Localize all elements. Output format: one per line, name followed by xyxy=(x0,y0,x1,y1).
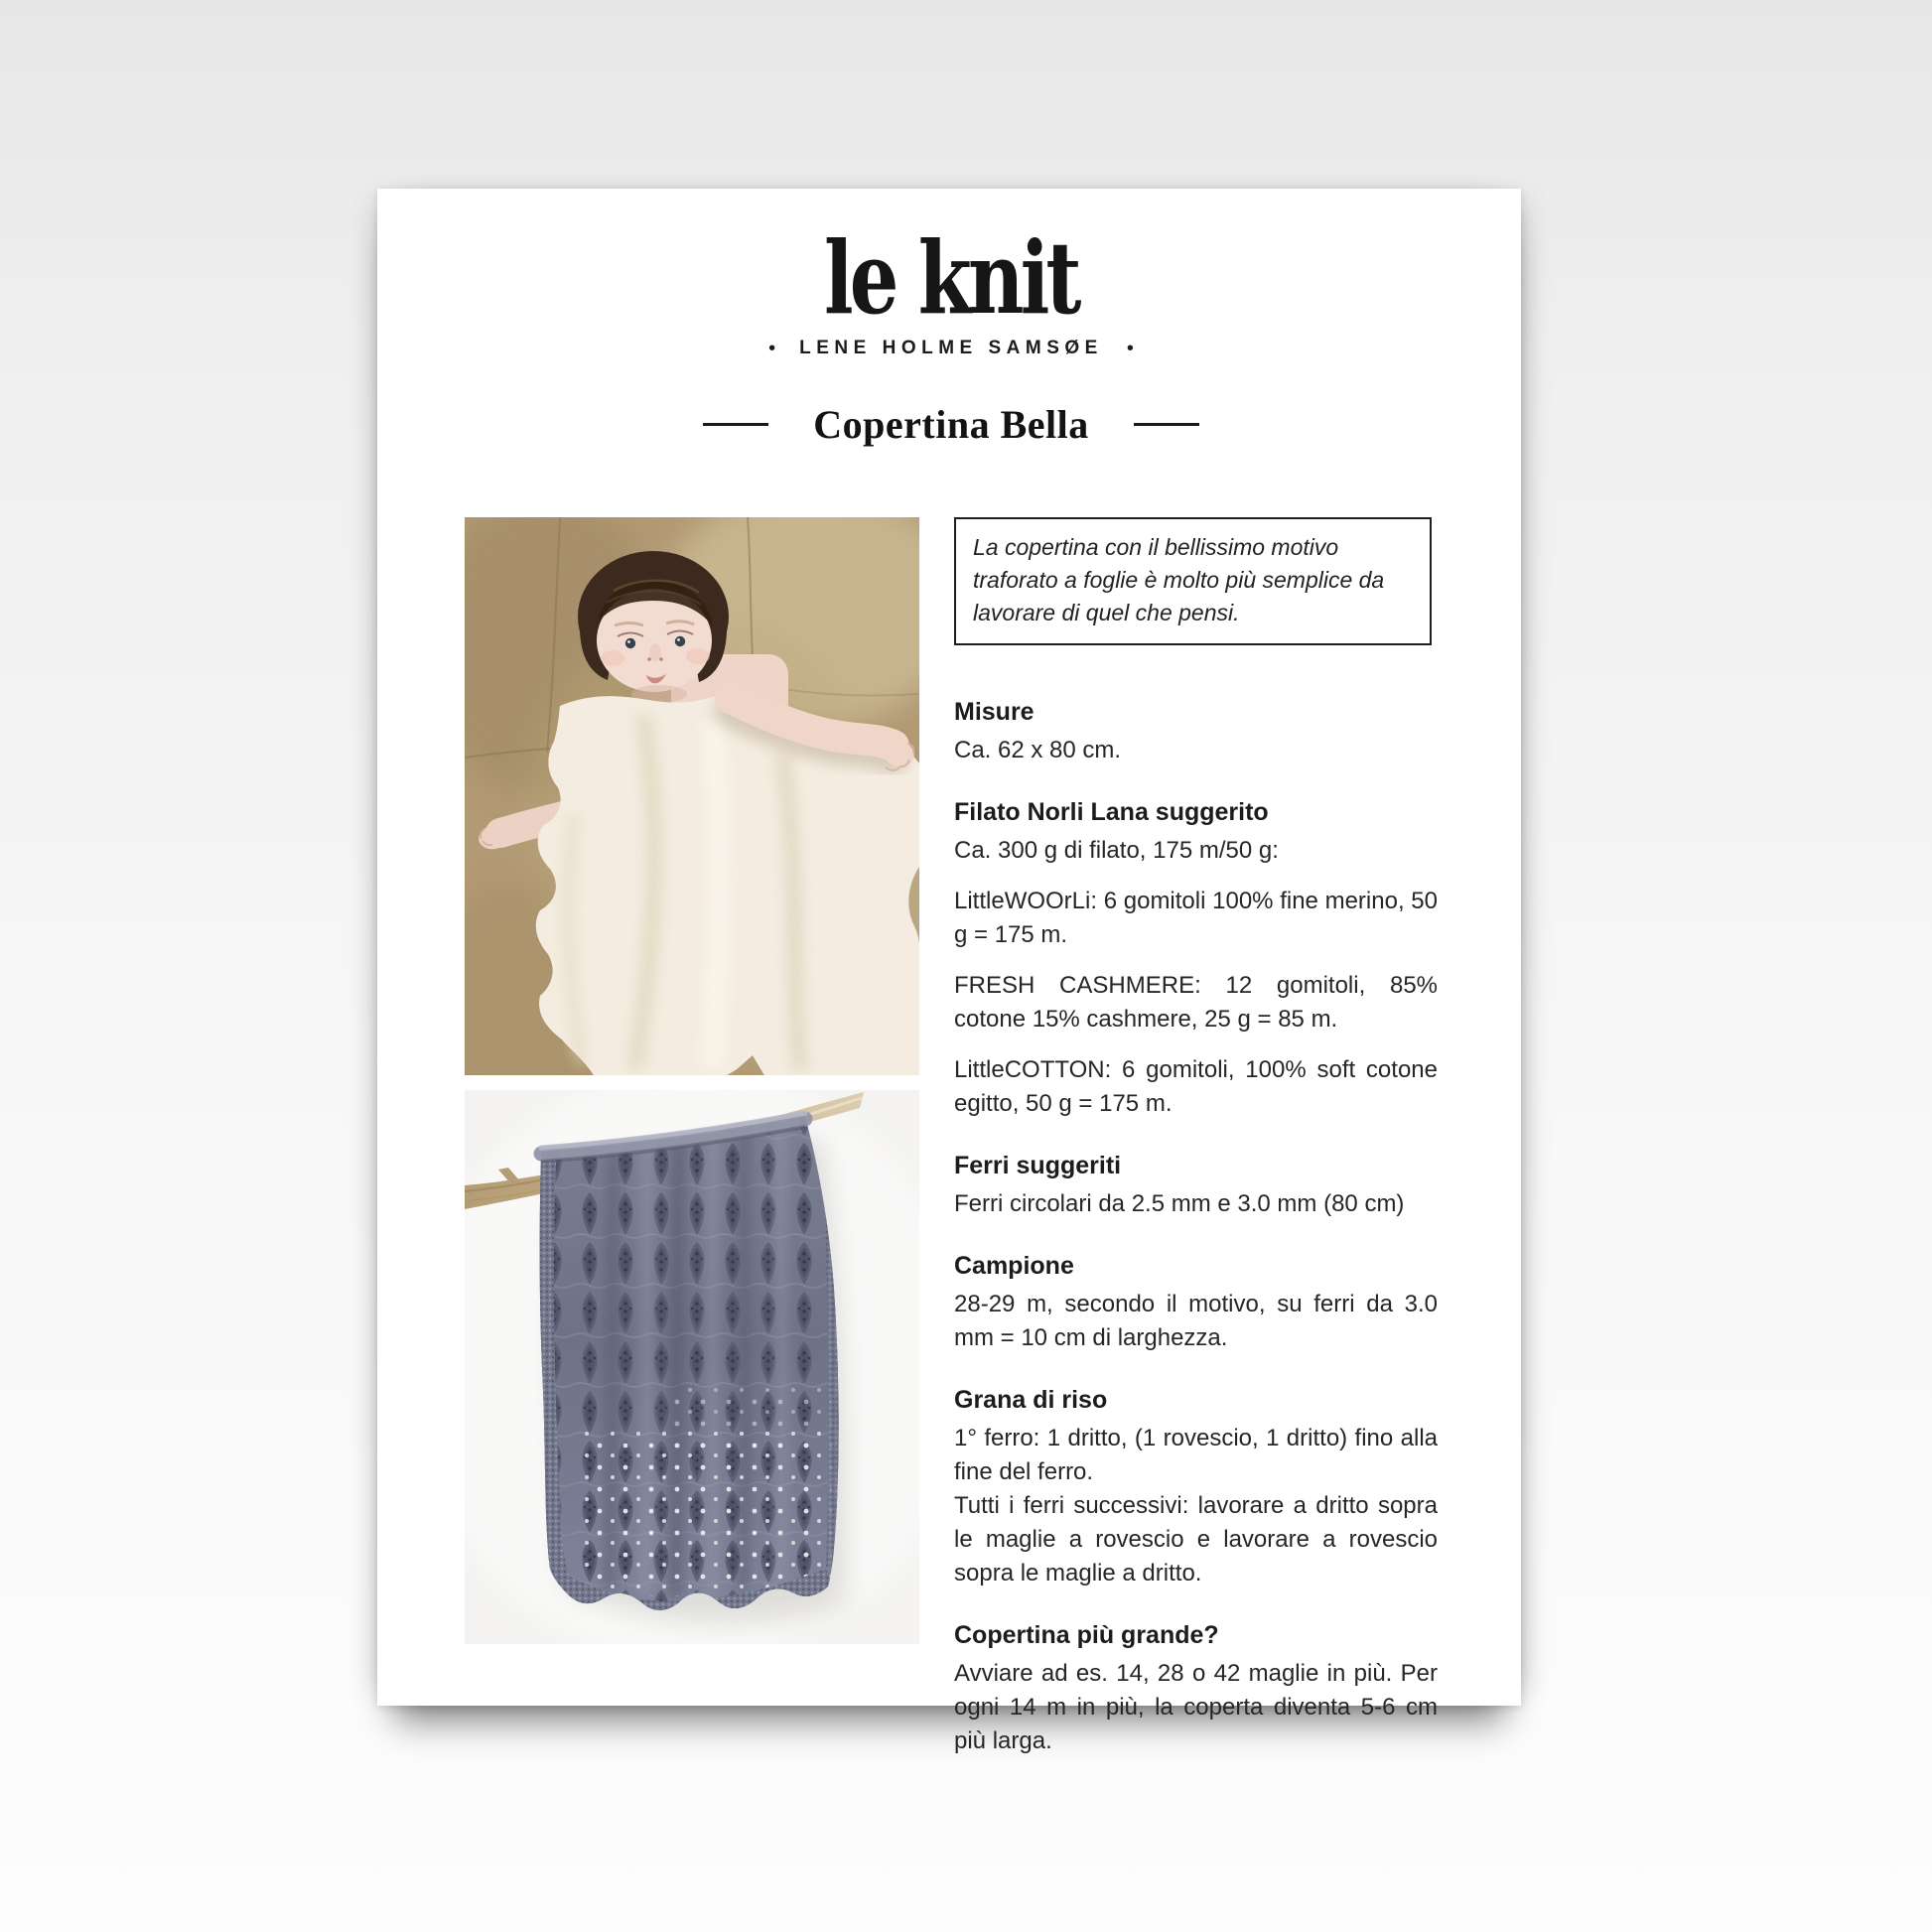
title-row xyxy=(465,401,1438,448)
title-dash-left xyxy=(703,423,768,426)
section-campione xyxy=(954,1249,1438,1355)
intro-text: La copertina con il bellissimo motivo traforato a foglie è molto più semplice da lavorare di quel che pensi. xyxy=(973,534,1385,625)
section-heading: Campione xyxy=(954,1252,1074,1280)
section-paragraph: Tutti i ferri successivi: lavorare a dritto sopra le maglie a rovescio e lavorare a rovescio sopra le maglie a dritto. xyxy=(954,1492,1438,1587)
section-paragraph: 28-29 m, secondo il motivo, su ferri da 3.0 mm = 10 cm di larghezza. xyxy=(954,1291,1438,1351)
byline-text: LENE HOLME SAMSØE xyxy=(799,338,1103,358)
content-columns xyxy=(465,517,1438,1786)
section-paragraph: 1° ferro: 1 dritto, (1 rovescio, 1 dritto) fino alla fine del ferro. xyxy=(954,1425,1438,1485)
intro-box xyxy=(954,517,1432,645)
section-heading: Misure xyxy=(954,698,1035,726)
photo-gap xyxy=(465,1075,919,1090)
section-heading: Filato Norli Lana suggerito xyxy=(954,798,1269,826)
photo-column xyxy=(465,517,919,1786)
baby-photo xyxy=(465,517,919,1075)
section-paragraph: LittleCOTTON: 6 gomitoli, 100% soft cotone egitto, 50 g = 175 m. xyxy=(954,1056,1438,1117)
section-paragraph: Ferri circolari da 2.5 mm e 3.0 mm (80 cm) xyxy=(954,1190,1405,1217)
section-paragraph: Ca. 300 g di filato, 175 m/50 g: xyxy=(954,837,1279,864)
section-filato xyxy=(954,795,1438,1121)
page-title: Copertina Bella xyxy=(813,402,1089,447)
blanket-photo xyxy=(465,1090,919,1644)
section-paragraph: LittleWOOrLi: 6 gomitoli 100% fine merino, 50 g = 175 m. xyxy=(954,888,1438,948)
section-paragraph: Avviare ad es. 14, 28 o 42 maglie in più. Per ogni 14 m in più, la coperta diventa 5-6 cm più larga. xyxy=(954,1660,1438,1754)
brand-byline xyxy=(465,338,1438,359)
section-paragraph: FRESH CASHMERE: 12 gomitoli, 85% cotone 15% cashmere, 25 g = 85 m. xyxy=(954,972,1438,1033)
grey-lace-blanket xyxy=(524,1100,842,1644)
masthead xyxy=(465,219,1438,448)
title-dash-right xyxy=(1134,423,1199,426)
section-grana-di-riso xyxy=(954,1383,1438,1590)
section-heading: Copertina più grande? xyxy=(954,1621,1219,1649)
bullet-icon: • xyxy=(768,338,776,359)
section-copertina-piu-grande xyxy=(954,1618,1438,1758)
section-heading: Ferri suggeriti xyxy=(954,1152,1122,1179)
section-paragraph: Ca. 62 x 80 cm. xyxy=(954,737,1122,763)
section-ferri xyxy=(954,1149,1438,1221)
pattern-sheet-page xyxy=(377,189,1521,1754)
brand-logo: le knit xyxy=(824,219,1078,337)
text-column xyxy=(954,517,1438,1786)
section-heading: Grana di riso xyxy=(954,1386,1108,1414)
bullet-icon: • xyxy=(1126,338,1134,359)
section-misure xyxy=(954,695,1438,767)
